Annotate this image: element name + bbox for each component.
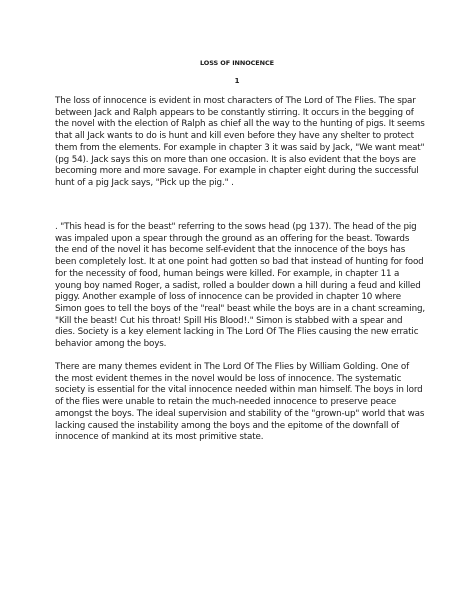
paragraph-1: The loss of innocence is evident in most characters of The Lord of The Flies. The spar between Jack and Ralph appears to be constantly stirring. It occurs in the begging of the novel with the election of Ralph as chief all the way to the hunting of pigs. It seems that all Jack wants to do is hunt and kill even before they have any shelter to protect them from the elements. For example in chapter 3 it was said by Jack, "We want meat" (pg 54). Jack says this on more than one occasion. It is also evident that the boys are becoming more and more savage. For example in chapter eight during the successful hunt of a pig Jack says, "Pick up the pig." . xyxy=(55,96,425,188)
page-number: 1 xyxy=(234,77,240,85)
paragraph-2: . "This head is for the beast" referring to the sows head (pg 137). The head of the pig was impaled upon a spear through the ground as an offering for the beast. Towards the end of the novel it has become self-evident that the innocence of the boys has been completely lost. It at one point had gotten so bad that instead of hunting for food for the necessity of food, human beings were killed. For example, in chapter 11 a young boy named Roger, a sadist, rolled a boulder down a hill during a feud and killed piggy. Another example of loss of innocence can be provided in chapter 10 where Simon goes to tell the boys of the "real" beast while the boys are in a chant screaming, "Kill the beast! Cut his throat! Spill His Blood!." Simon is stabbed with a spear and dies. Society is a key element lacking in The Lord Of The Flies causing the new erratic behavior among the boys. xyxy=(55,222,426,350)
paragraph-3: There are many themes evident in The Lord Of The Flies by William Golding. One of the most evident themes in the novel would be loss of innocence. The systematic society is essential for the vital innocence needed within man himself. The boys in lord of the flies were unable to retain the much-needed innocence to preserve peace amongst the boys. The ideal supervision and stability of the "grown-up" world that was lacking caused the instability among the boys and the epitome of the downfall of innocence of mankind at its most primitive state. xyxy=(55,362,425,443)
document-title: LOSS OF INNOCENCE xyxy=(200,59,274,67)
